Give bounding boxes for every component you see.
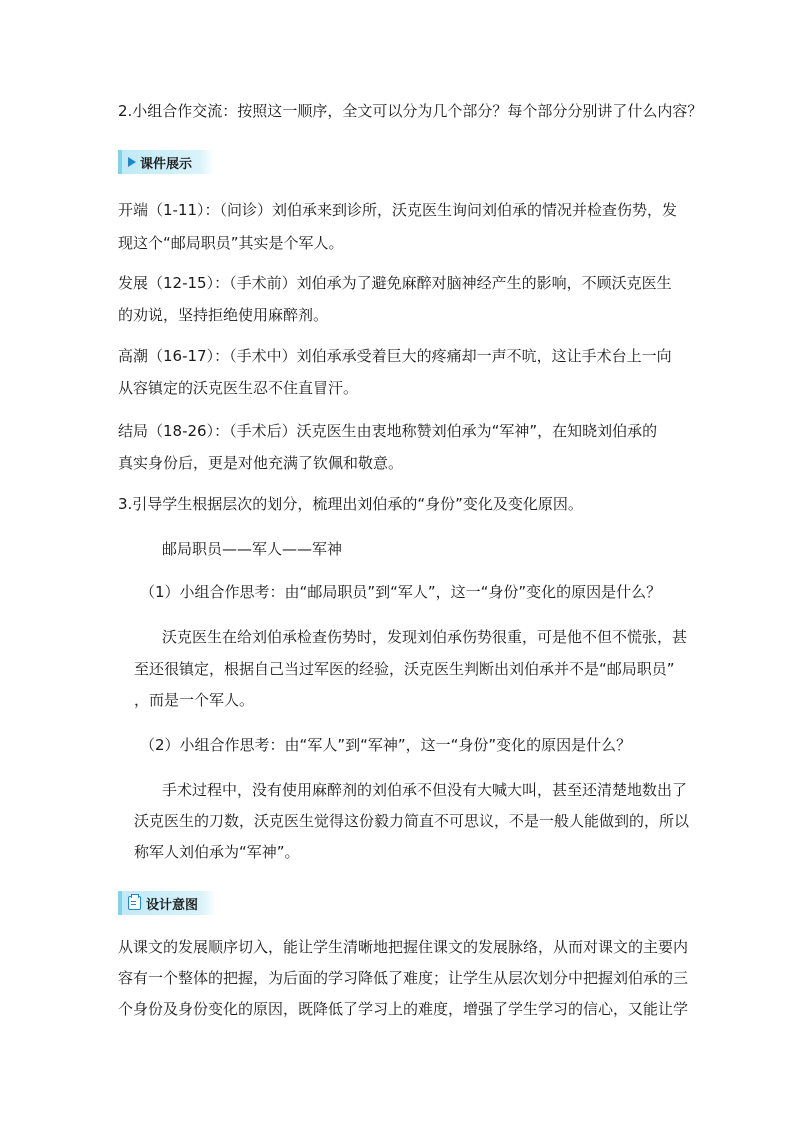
design-intent-line-3: 个身份及身份变化的原因，既降低了学习上的难度，增强了学生学习的信心，又能让学 <box>118 1000 689 1018</box>
section-climax-line-2: 从容镇定的沃克医生忍不住直冒汗。 <box>118 379 359 397</box>
section-development-line-1: 发展（12-15）：（手术前）刘伯承为了避免麻醉对脑神经产生的影响，不顾沃克医生 <box>118 274 672 292</box>
think-answer-1-line-2: 至还很镇定，根据自己当过军医的经验，沃克医生判断出刘伯承并不是“邮局职员” <box>134 660 675 678</box>
section-ending-line-1: 结局（18-26）：（手术后）沃克医生由衷地称赞刘伯承为“军神”，在知晓刘伯承的 <box>118 422 658 440</box>
think-answer-2-line-2: 沃克医生的刀数，沃克医生觉得这份毅力简直不可思议，不是一般人能做到的，所以 <box>134 812 690 830</box>
design-intent-badge <box>118 891 216 915</box>
badge-label: 课件展示 <box>140 156 193 172</box>
think-answer-2-line-1: 手术过程中，没有使用麻醉剂的刘伯承不但没有大喊大叫，甚至还清楚地数出了 <box>162 781 688 799</box>
section-opening-line-1: 开端（1-11）：（问诊）刘伯承来到诊所，沃克医生询问刘伯承的情况并检查伤势，发 <box>118 201 678 219</box>
identity-chain: 邮局职员——军人——军神 <box>162 540 343 558</box>
section-ending-line-2: 真实身份后，更是对他充满了钦佩和敬意。 <box>118 454 404 472</box>
design-intent-line-1: 从课文的发展顺序切入，能让学生清晰地把握住课文的发展脉络，从而对课文的主要内 <box>118 938 689 956</box>
clipboard-icon <box>128 896 141 910</box>
section-climax-line-1: 高潮（16-17）：（手术中）刘伯承承受着巨大的疼痛却一声不吭，这让手术台上一向 <box>118 347 672 365</box>
design-intent-line-2: 容有一个整体的把握，为后面的学习降低了难度；让学生从层次划分中把握刘伯承的三 <box>118 969 689 987</box>
section-opening-line-2: 现这个“邮局职员”其实是个军人。 <box>118 234 344 252</box>
think-answer-1-line-1: 沃克医生在给刘伯承检查伤势时，发现刘伯承伤势很重，可是他不但不慌张，甚 <box>162 628 688 646</box>
think-question-2: （2）小组合作思考：由“军人”到“军神”，这一“身份”变化的原因是什么？ <box>140 736 632 754</box>
badge-edge <box>118 891 122 915</box>
section-development-line-2: 的劝说，坚持拒绝使用麻醉剂。 <box>118 306 329 324</box>
question-3: 3.引导学生根据层次的划分，梳理出刘伯承的“身份”变化及变化原因。 <box>118 495 583 513</box>
think-answer-1-line-3: ，而是一个军人。 <box>134 691 255 709</box>
play-icon <box>128 157 136 167</box>
think-question-1: （1）小组合作思考：由“邮局职员”到“军人”，这一“身份”变化的原因是什么？ <box>140 583 662 601</box>
badge-label: 设计意图 <box>146 897 199 913</box>
courseware-badge <box>118 150 214 174</box>
question-2: 2.小组合作交流：按照这一顺序，全文可以分为几个部分？每个部分分别讲了什么内容？ <box>118 102 703 120</box>
badge-edge <box>118 150 122 174</box>
think-answer-2-line-3: 称军人刘伯承为“军神”。 <box>134 843 300 861</box>
